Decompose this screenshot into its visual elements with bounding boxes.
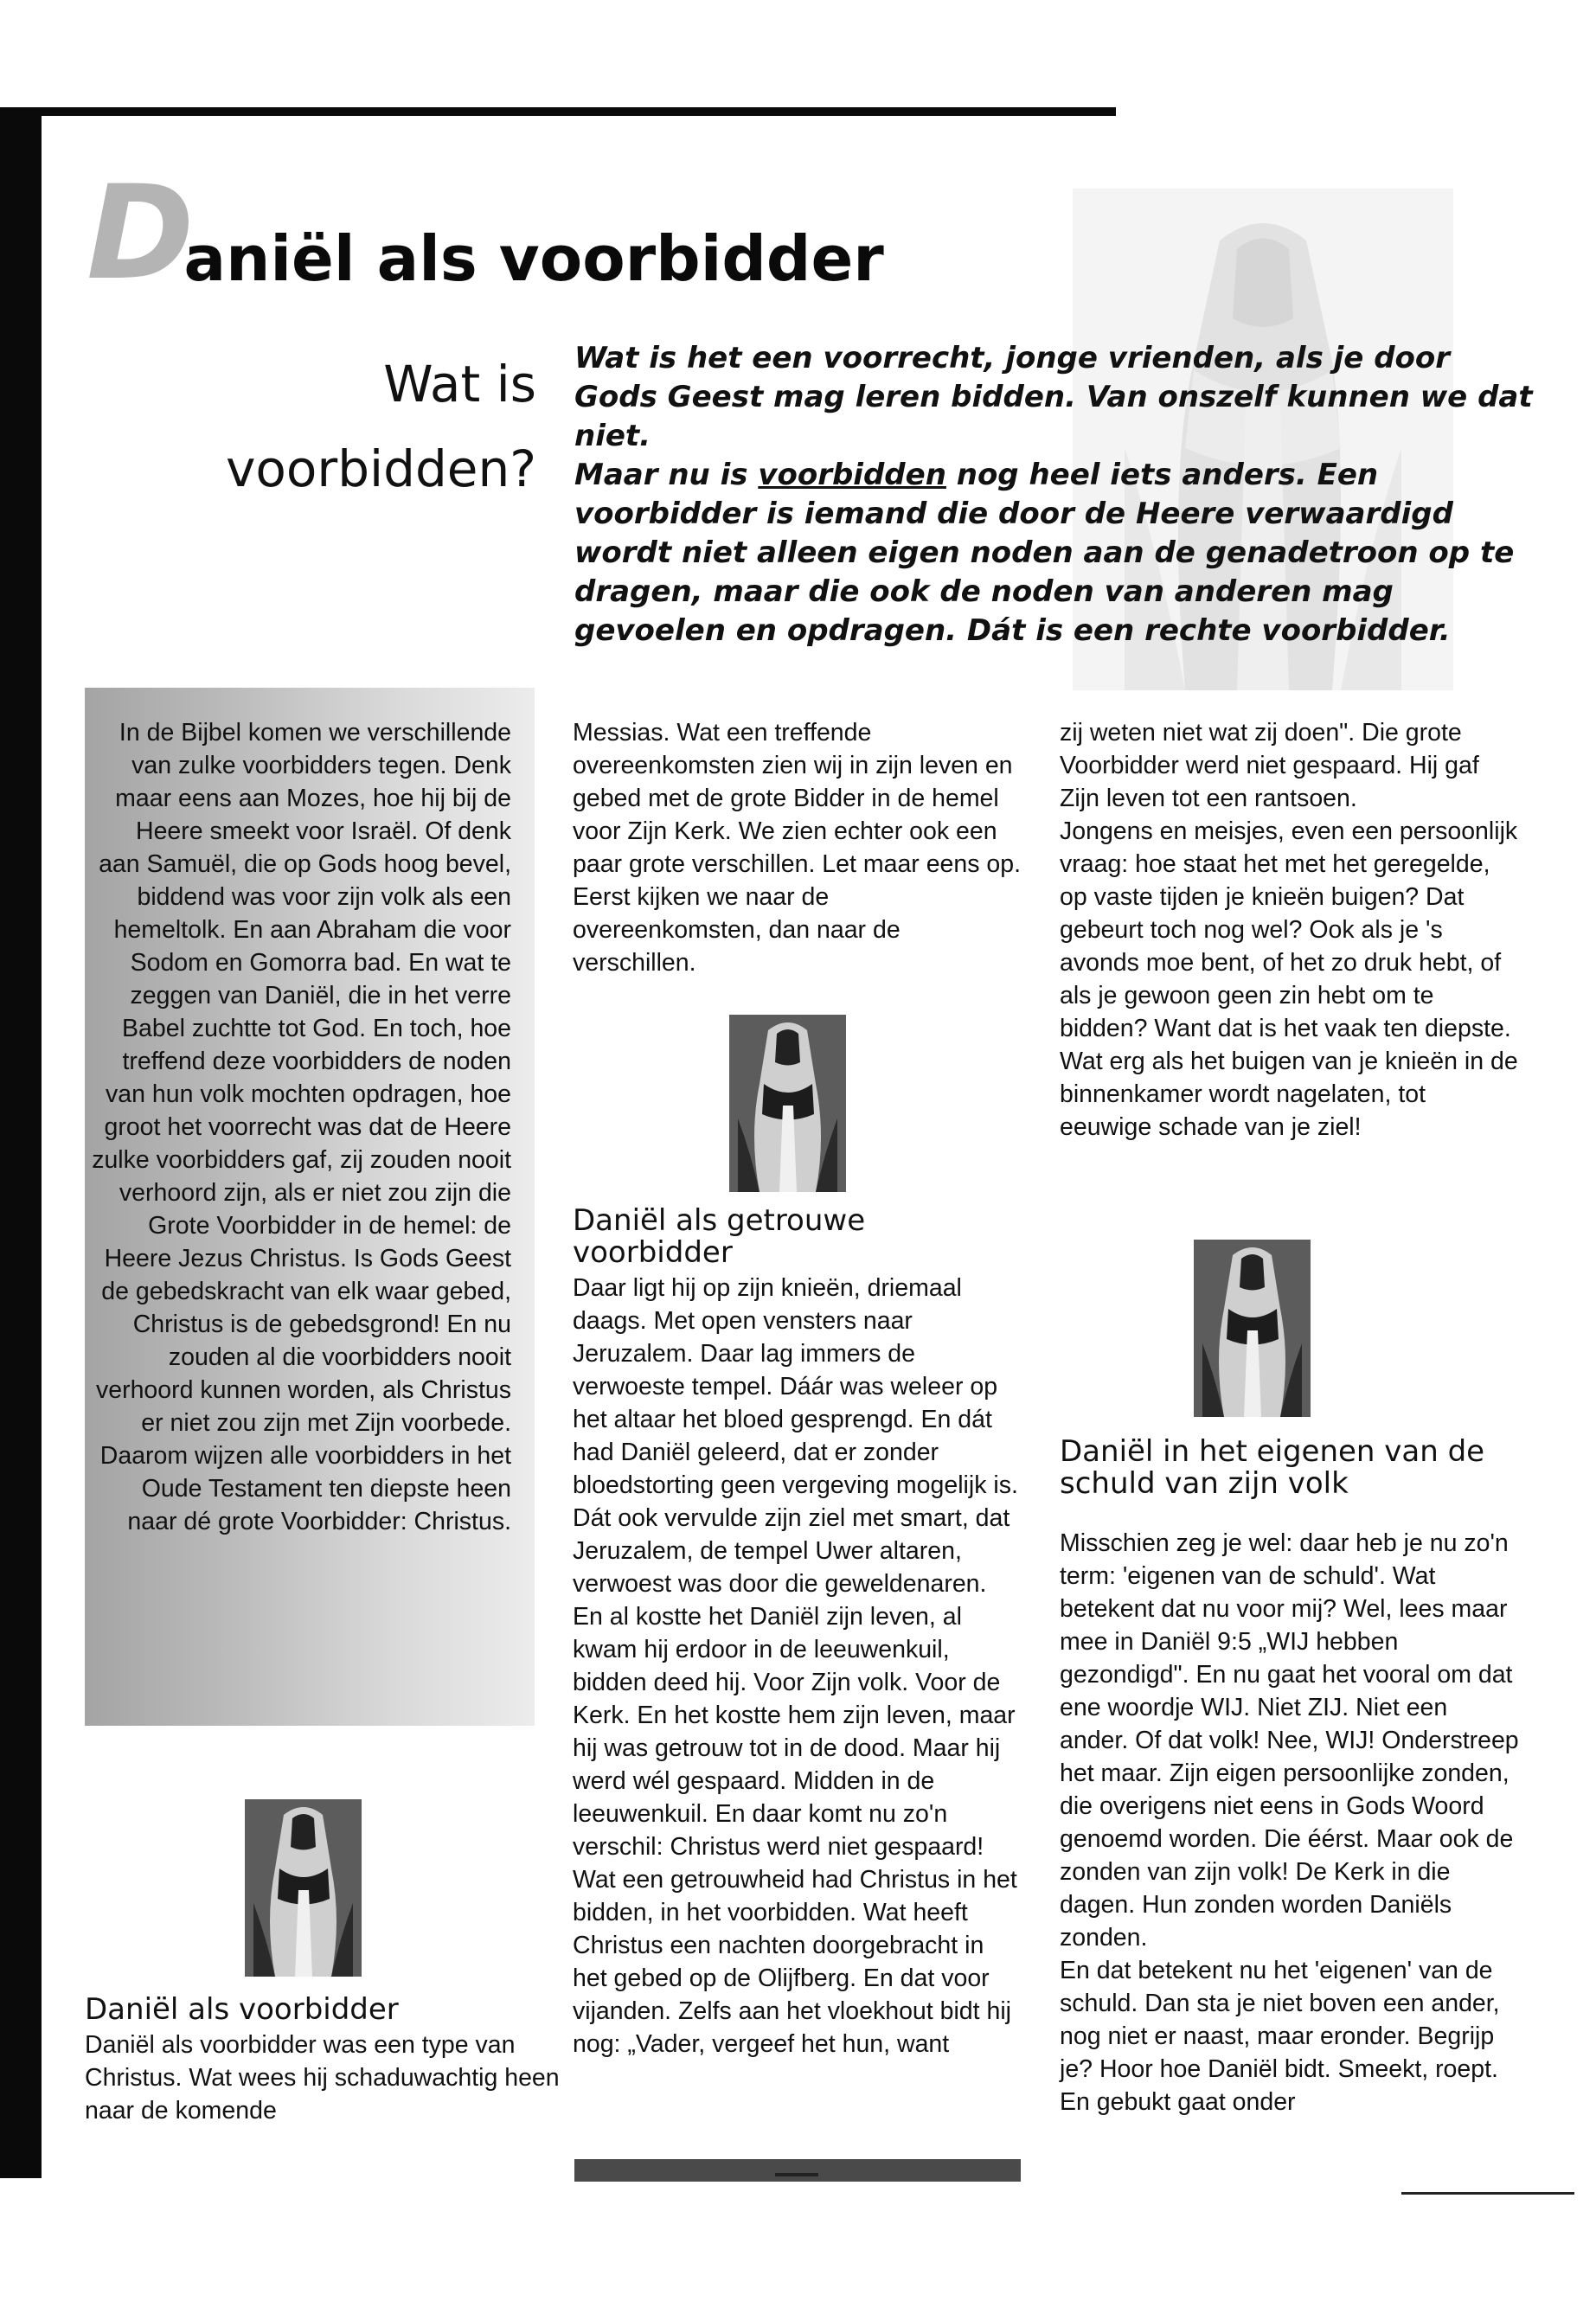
section-heading-wat-is-voorbidden [208,342,536,511]
column3-paragraph-1: zij weten niet wat zij doen". Die grote Voorbidder werd niet gespaard. Hij gaf Zijn leven tot een rantsoen. [1060,719,1479,812]
column3-paragraph-2: Jongens en meisjes, even een persoonlijk vraag: hoe staat het met het geregelde, op vaste tijden je knieën buigen? Dat gebeurt toch nog wel? Ook als je 's avonds moe bent, of het zo druk hebt, of als je gewoon geen zin hebt om te bidden? Want dat is het vaak ten diepste. Wat erg als het buigen van je knieën in de binnenkamer wordt nagelaten, tot eeuwige schade van je ziel! [1060,817,1518,1141]
intro-sentence-2 [574,456,1535,651]
sidebar-text: In de Bijbel komen we verschillende van zulke voorbidders tegen. Denk maar eens aan Mozes, hoe hij bij de Heere smeekt voor Israël. Of denk aan Samuël, die op Gods hoog bevel, biddend was voor zijn volk als een hemeltolk. En aan Abraham die voor Sodom en Gomorra bad. En wat te zeggen van Daniël, die in het verre Babel zuchtte tot God. En toch, hoe treffend deze voorbidders de noden van hun volk mochten opdragen, hoe groot het voorrecht was dat de Heere zulke voorbidders gaf, zij zouden nooit verhoord zijn, als er niet zou zijn die Grote Voorbidder in de hemel: de Heere Jezus Christus. Is Gods Geest de gebedskracht van elk waar gebed, Christus is de gebedsgrond! En nu zouden al die voorbidders nooit verhoord kunnen worden, als Christus er niet zou zijn met Zijn voorbede. Daarom wijzen alle voorbidders in het Oude Testament ten diepste heen naar dé grote Voorbidder: Christus. [92,719,511,1535]
section3-text [1060,1527,1522,2118]
section2-text: Daar ligt hij op zijn knieën, driemaal daags. Met open vensters naar Jeruzalem. Daar lag immers de verwoeste tempel. Dáár was weleer op het altaar het bloed gesprengd. En dát had Daniël geleerd, dat er zonder bloedstorting geen vergeving mogelijk is. Dát ook vervulde zijn ziel met smart, dat Jeruzalem, de tempel Uwer altaren, verwoest was door die geweldenaren. En al kostte het Daniël zijn leven, al kwam hij erdoor in de leeuwenkuil, bidden deed hij. Voor Zijn volk. Voor de Kerk. En het kostte hem zijn leven, maar hij was getrouw tot in de dood. Maar hij werd wél gespaard. Midden in de leeuwenkuil. En daar komt nu zo'n verschil: Christus werd niet gespaard! Wat een getrouwheid had Christus in het bidden, in het voorbidden. Wat heeft Christus een nachten doorgebracht in het gebed op de Olijfberg. En dat voor vijanden. Zelfs aan het vloekhout bidt hij nog: „Vader, vergeef het hun, want [573,1274,1018,2058]
intro-sentence-1: Wat is het een voorrecht, jonge vrienden, als je door Gods Geest mag leren bidden. Van onszelf kunnen we dat niet. [574,341,1533,453]
top-rule [0,107,1116,116]
section-heading-eigenen-van-de-schuld: Daniël in het eigenen van de schuld van zijn volk [1060,1434,1485,1501]
heading-line-2: voorbidden? [226,439,536,498]
column2-text: Messias. Wat een treffende overeenkomsten zien wij in zijn leven en gebed met de grote Bidder in de hemel voor Zijn Kerk. We zien echter ook een paar grote verschillen. Let maar eens op. Eerst kijken we naar de overeenkomsten, dan naar de verschillen. [573,719,1022,977]
title-dropcap: D [87,158,189,309]
section3-paragraph-1: Misschien zeg je wel: daar heb je nu zo'n term: 'eigenen van de schuld'. Wat betekent dat nu voor mij? Wel, lees maar mee in Daniël 9:5 „WIJ hebben gezondigd". En nu gaat het vooral om dat ene woordje WIJ. Niet ZIJ. Niet een ander. Of dat volk! Nee, WIJ! Onderstreep het maar. Zijn eigen persoonlijke zonden, die overigens niet eens in Gods Woord genoemd worden. Die éérst. Maar ook de zonden van zijn volk! De Kerk in die dagen. Hun zonden worden Daniëls zonden. [1060,1529,1519,1952]
section-heading-getrouwe-voorbidder: Daniël als getrouwe voorbidder [573,1203,866,1270]
title-text: aniël als voorbidder [183,222,884,295]
praying-figure-icon [1194,1240,1311,1417]
page-footer-bar [574,2159,1021,2182]
intro-paragraph [574,339,1535,651]
intro-underlined-term: voorbidden [758,458,946,492]
bottom-rule [1401,2192,1574,2195]
praying-figure-icon [729,1015,846,1192]
intro-text-b: nog heel iets anders. Een voorbidder is iemand die door de Heere verwaardigd wordt niet alleen eigen noden aan de genadetroon op te dragen, maar die ook de noden van anderen mag gevoelen en opdragen. Dát is een rechte voorbidder. [574,458,1515,648]
scan-edge [0,111,42,2178]
section3-paragraph-2: En dat betekent nu het 'eigenen' van de schuld. Dan sta je niet boven een ander, nog niet er naast, maar eronder. Begrijp je? Hoor hoe Daniël bidt. Smeekt, roept. En gebukt gaat onder [1060,1957,1500,2116]
column3-text [1060,716,1522,1144]
intro-text-a: Maar nu is [574,458,759,492]
praying-figure-icon [245,1799,362,1977]
section-heading-daniel-als-voorbidder: Daniël als voorbidder [85,1992,399,2027]
heading-line-1: Wat is [383,355,536,413]
page-title [87,158,884,309]
section1-text: Daniël als voorbidder was een type van Christus. Wat wees hij schaduwachtig heen naar de komende [85,2031,560,2125]
